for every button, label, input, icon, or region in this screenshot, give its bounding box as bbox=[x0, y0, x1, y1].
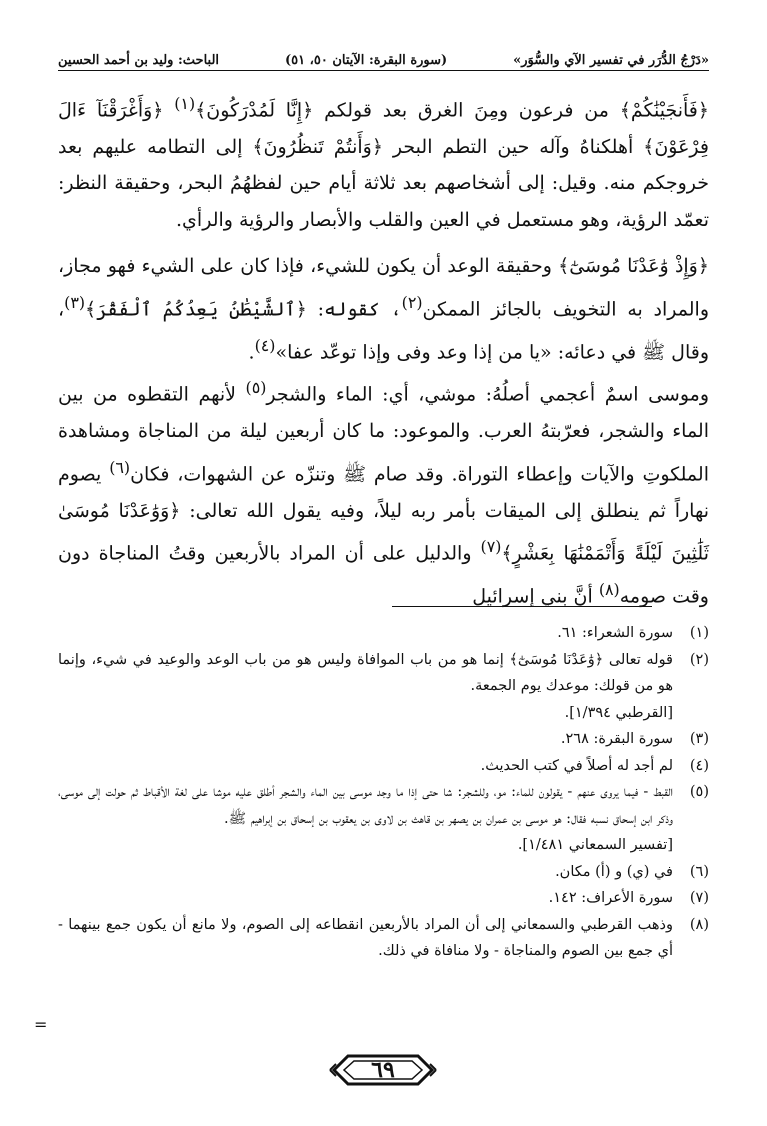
text-segment: وموسى اسمٌ أعجمي أصلُهُ: موشي، أي: الماء والشجر bbox=[266, 383, 709, 406]
footnote-text: سورة البقرة: ٢٦٨. bbox=[560, 731, 673, 747]
footnote-ref-8: (٨) bbox=[598, 579, 620, 599]
footnote-5 bbox=[58, 779, 709, 859]
text-segment: لأنهم التقطوه من بين الماء والشجر، فعرّبتهُ العرب. والموعود: ما كان أربعين ليلة من المناجاة ومشاهدة الملكوتِ والآيات وإعطاء التوراة. وقد صام ﷺ وتنزّه عن الشهوات، فكان bbox=[58, 383, 709, 486]
footnote-text: لم أجد له أصلاً في كتب الحديث. bbox=[480, 757, 673, 774]
footnote-citation: [تفسير السمعاني ١/٤٨١]. bbox=[517, 837, 673, 853]
text-segment: والدليل على أن المراد بالأربعين وقتُ المناجاة دون وقت صومه bbox=[58, 542, 709, 608]
footnote-citation: [القرطبي ١/٣٩٤]. bbox=[564, 704, 673, 721]
footnote-number: (٧) bbox=[689, 890, 709, 906]
footnote-number: (٦) bbox=[689, 863, 709, 880]
continuation-mark: = bbox=[34, 1015, 48, 1034]
footnote-text: القبط - فيما يروى عنهم - يقولون للماء: مو، وللشجر: شا حتى إذا ما وجد موسى بين الماء والشجر أطلق عليه موشا على لغة الأقباط ثم حولت إلى موسى، وذكر ابن إسحاق نسبه فقال: هو موسى بن عمران بن يصهر بن قاهث بن لاوى بن يعقوب بن إسحاق بن إبراهيم ﷺ. bbox=[58, 784, 673, 827]
footnote-1 bbox=[58, 620, 709, 647]
footnote-number: (٢) bbox=[689, 651, 709, 668]
paragraph-1 bbox=[58, 86, 709, 238]
footnote-text: وذهب القرطبي والسمعاني إلى أن المراد بالأربعين انقطاعه إلى الصوم، ولا مانع أن يكون جمع بينهما - أي جمع بين الصوم والمناجاة - ولا منافاة في ذلك. bbox=[58, 916, 673, 959]
text-segment: ﴿وَأَغْرَقْنَآ ءَالَ فِرْعَوْنَ﴾ أهلكناهُ وآله حين التطم البحر ﴿وَأَنتُمْ تَنظُرُونَ﴾ إلى التطامه عليهم بعد خروجكم منه. وقيل: إلى أشخاصهم بعد ثلاثة أيام حين لفظهُمُ البحر، وحقيقة النظر: تعمّد الرؤية، وهو مستعمل في العين والقلب والأبصار والرؤية والرأي. bbox=[58, 99, 709, 231]
header-divider bbox=[58, 70, 709, 71]
footnote-ref-7: (٧) bbox=[480, 537, 502, 557]
paragraph-2 bbox=[58, 248, 709, 614]
header-researcher-name: الباحث: وليد بن أحمد الحسين bbox=[58, 53, 220, 68]
header-book-title: «دَرْجُ الدُّرَر في تفسير الآي والسُّوَر» bbox=[513, 53, 709, 68]
main-text bbox=[58, 86, 709, 615]
page-number-badge bbox=[328, 1050, 438, 1090]
footnote-ref-2: (٢) bbox=[401, 292, 423, 312]
footnote-ref-6: (٦) bbox=[109, 457, 131, 477]
text-segment: أنَّ بني إسرائيل bbox=[472, 585, 599, 608]
footnotes bbox=[58, 620, 709, 965]
footnote-ref-3: (٣) bbox=[64, 292, 86, 312]
footnote-divider bbox=[392, 606, 652, 607]
footnote-text: سورة الشعراء: ٦١. bbox=[557, 625, 673, 641]
footnote-number: (٨) bbox=[689, 916, 709, 933]
text-segment: . bbox=[248, 340, 255, 363]
footnote-ref-1: (١) bbox=[174, 94, 196, 113]
footnote-number: (٥) bbox=[689, 784, 709, 800]
page-number: ٦٩ bbox=[371, 1057, 395, 1083]
footnote-text: قوله تعالى ﴿وَٰعَدْنَا مُوسَىٰٓ﴾ إنما هو من باب الموافاة وليس هو من باب الوعد والوعيد في شيء، وإنما هو من قولك: موعدك يوم الجمعة. bbox=[58, 651, 673, 694]
text-segment: ، كقوله: ﴿ٱلشَّيْطَٰنُ يَعِدُكُمُ ٱلْفَقْرَ﴾ bbox=[85, 298, 402, 321]
text-segment: ﴿فَأَنجَيْنَٰكُمْ﴾ من فرعون ومِنَ الغرق بعد قولكم ﴿إِنَّا لَمُدْرَكُونَ﴾ bbox=[195, 99, 709, 122]
text-segment: يصوم نهاراً ثم ينطلق إلى الميقات بأمر ربه ليلاً، وفيه يقول الله تعالى: ﴿وَوَٰعَدْنَا مُوسَىٰ ثَلَٰثِينَ لَيْلَةً وَأَتْمَمْنَٰهَا بِعَشْرٍ﴾ bbox=[58, 463, 709, 565]
footnote-number: (٤) bbox=[689, 757, 709, 774]
footnote-number: (٣) bbox=[689, 731, 709, 747]
text-segment: ، وقال ﷺ في دعائه: «يا من إذا وعد وفى وإذا توعّد عفا» bbox=[58, 298, 709, 363]
footnote-7 bbox=[58, 885, 709, 912]
footnote-3 bbox=[58, 726, 709, 753]
footnote-4 bbox=[58, 753, 709, 780]
text-segment: ﴿وَإِذْ وَٰعَدْنَا مُوسَىٰٓ﴾ وحقيقة الوعد أن يكون للشيء، فإذا كان على الشيء فهو مجاز، والمراد به التخويف بالجائز الممكن bbox=[58, 255, 709, 321]
footnote-2 bbox=[58, 647, 709, 727]
footnote-ref-5: (٥) bbox=[245, 378, 267, 398]
footnote-text: في (ي) و (أ) مكان. bbox=[555, 863, 673, 880]
header-surah-reference: (سورة البقرة: الآيتان ٥٠، ٥١) bbox=[284, 53, 448, 68]
footnote-number: (١) bbox=[689, 625, 709, 641]
footnote-6 bbox=[58, 859, 709, 886]
footnote-8 bbox=[58, 912, 709, 965]
footnote-ref-4: (٤) bbox=[254, 335, 276, 355]
footnote-text: سورة الأعراف: ١٤٢. bbox=[548, 890, 673, 906]
running-header bbox=[58, 38, 709, 68]
